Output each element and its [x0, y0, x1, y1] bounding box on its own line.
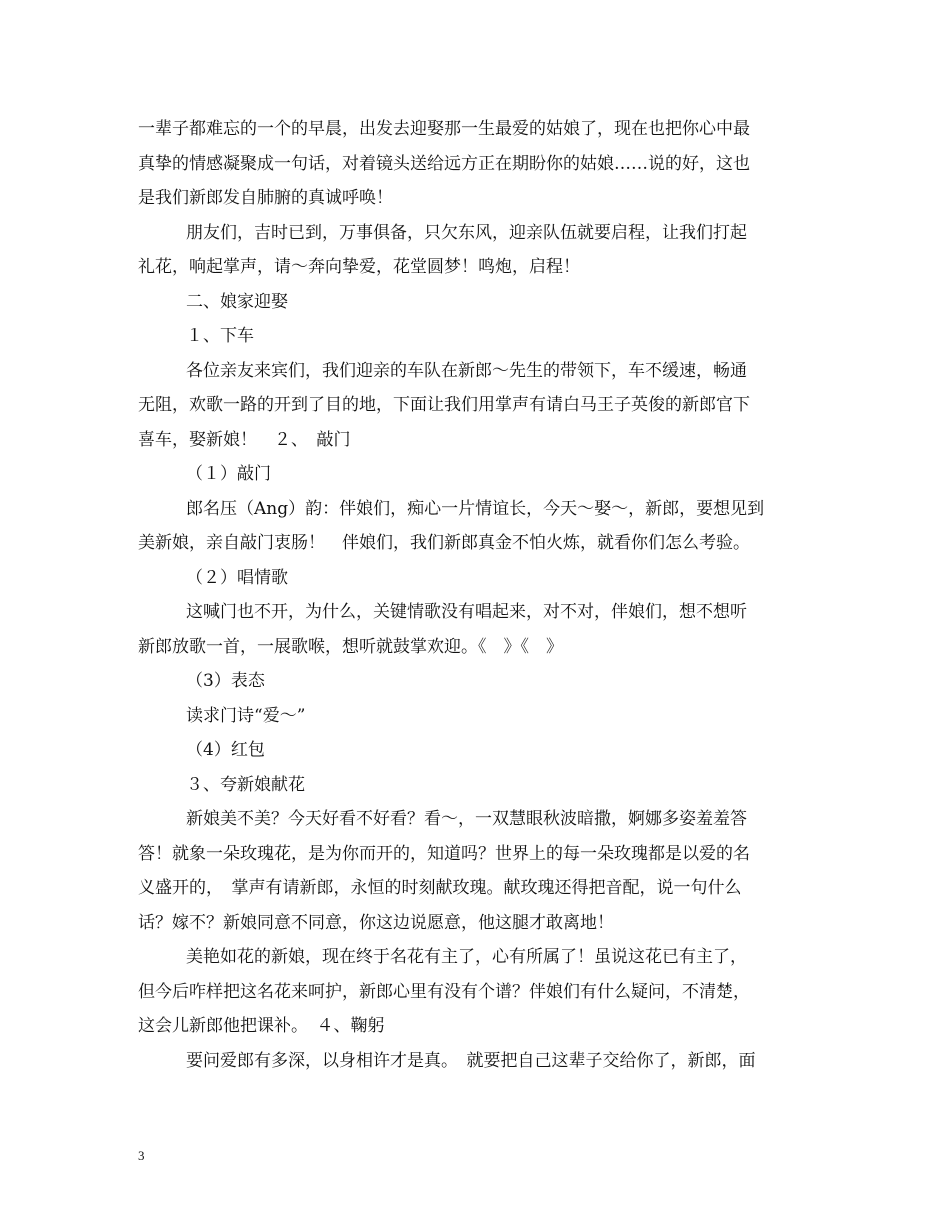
text-line: 郎名压（Ang）韵：伴娘们，痴心一片情谊长，今天～娶～，新郎，要想见到: [186, 498, 765, 519]
text-line: 新郎放歌一首，一展歌喉，想听就鼓掌欢迎。《 》《 》: [138, 636, 563, 657]
text-line: （２）唱情歌: [186, 567, 288, 588]
text-line: 各位亲友来宾们，我们迎亲的车队在新郎～先生的带领下，车不缓速，畅通: [186, 360, 747, 381]
page-number: 3: [138, 1148, 145, 1163]
text-line: 真挚的情感凝聚成一句话，对着镜头送给远方正在期盼你的姑娘……说的好，这也: [138, 153, 750, 174]
text-line: １、下车: [186, 326, 254, 346]
text-line: 美艳如花的新娘，现在终于名花有主了，心有所属了！虽说这花已有主了，: [186, 947, 747, 967]
text-line: 二、娘家迎娶: [186, 291, 288, 312]
text-line: 这会儿新郎他把课补。 ４、鞠躬: [138, 1016, 385, 1036]
text-line: 要问爱郎有多深，以身相许才是真。 就要把自己这辈子交给你了，新郎，面: [186, 1050, 756, 1071]
text-line: 新娘美不美？今天好看不好看？看～，一双慧眼秋波暗撒，婀娜多姿羞羞答: [186, 809, 747, 829]
text-line: 这喊门也不开，为什么，关键情歌没有唱起来，对不对，伴娘们，想不想听: [186, 602, 747, 622]
text-line: 喜车，娶新娘！ ２、 敲门: [138, 429, 351, 450]
text-line: 美新娘，亲自敲门衷肠！ 伴娘们，我们新郎真金不怕火炼，就看你们怎么考验。: [138, 533, 750, 553]
text-line: 一辈子都难忘的一个的早晨，出发去迎娶那一生最爱的姑娘了，现在也把你心中最: [138, 119, 750, 139]
text-line: 答！就象一朵玫瑰花，是为你而开的，知道吗？世界上的每一朵玫瑰都是以爱的名: [138, 843, 750, 864]
text-line: ３、夸新娘献花: [186, 774, 305, 795]
text-line: 话？嫁不？新娘同意不同意，你这边说愿意，他这腿才敢离地！: [138, 912, 614, 933]
text-line: 礼花，响起掌声，请～奔向挚爱，花堂圆梦！鸣炮，启程！: [138, 257, 580, 277]
text-line: （１）敲门: [186, 464, 271, 484]
text-line: （4）红包: [186, 740, 265, 760]
text-line: 朋友们，吉时已到，万事俱备，只欠东风，迎亲队伍就要启程，让我们打起: [186, 222, 747, 243]
text-line: 无阻，欢歌一路的开到了目的地，下面让我们用掌声有请白马王子英俊的新郎官下: [138, 395, 750, 415]
text-line: 读求门诗“爱～”: [186, 705, 306, 726]
text-line: 是我们新郎发自肺腑的真诚呼唤！: [138, 188, 393, 208]
body-text: [138, 112, 818, 1078]
text-line: 义盛开的， 掌声有请新郎，永恒的时刻献玫瑰。献玫瑰还得把音配，说一句什么: [138, 878, 742, 898]
text-line: 但今后咋样把这名花来呵护，新郎心里有没有个谱？伴娘们有什么疑问，不清楚，: [138, 981, 750, 1002]
text-line: （3）表态: [186, 671, 265, 691]
